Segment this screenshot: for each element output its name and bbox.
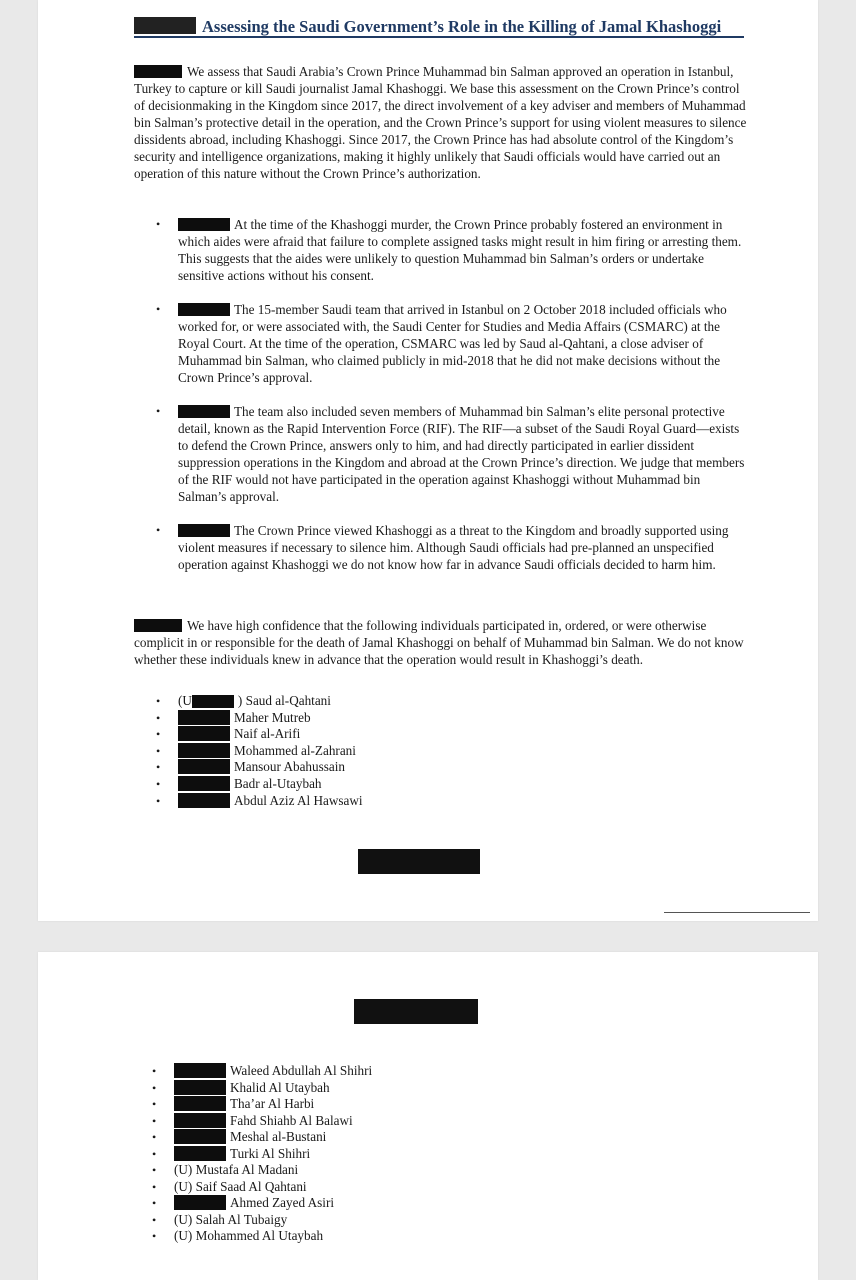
redaction-block [174,1080,226,1095]
redaction-block [174,1113,226,1128]
footer-rule [664,912,810,913]
bullet-marker: • [156,523,161,537]
list-item [156,693,598,710]
redaction-block [178,776,230,791]
bullet-item-2 [156,301,748,386]
redaction-block [178,303,230,316]
person-name: Turki Al Shihri [230,1145,311,1161]
person-name: Fahd Shiahb Al Balawi [230,1112,353,1128]
person-name: Ahmed Zayed Asiri [230,1195,335,1210]
redaction-block [178,524,230,537]
person-name: Tha’ar Al Harbi [230,1096,315,1111]
bullet-marker: • [152,1163,157,1177]
list-item [152,1211,594,1229]
bullet-marker: • [156,743,161,758]
redaction-block [178,726,230,741]
redaction-block [178,759,230,774]
bullet-marker: • [152,1080,157,1095]
list-item [152,1079,594,1097]
redaction-block [174,1096,226,1111]
bullet-marker: • [152,1196,157,1210]
list-item [152,1112,594,1130]
document-page-2 [38,952,818,1280]
redaction-block [178,793,230,808]
redaction-block [174,1063,226,1078]
document-page-1 [38,0,818,921]
redaction-block [134,17,196,34]
section-title-text: Assessing the Saudi Government’s Role in the Killing of Jamal Khashoggi [202,17,722,36]
redaction-block [174,1195,226,1210]
redaction-block [192,695,234,708]
bullet-marker: • [152,1146,157,1161]
redaction-block [174,1129,226,1144]
intro-paragraph [134,63,749,182]
person-name: Badr al-Utaybah [234,775,322,791]
redaction-block [178,710,230,725]
bullet-marker: • [156,404,161,418]
classification-footer-redaction [358,849,480,874]
list-item [152,1129,594,1146]
person-name: Maher Mutreb [234,709,311,725]
section-title [134,17,744,36]
person-name: Waleed Abdullah Al Shihri [230,1063,373,1078]
bullet-text: At the time of the Khashoggi murder, the Crown Prince probably fostered an environment in which aides were afraid that failure to complete assigned tasks might result in him firing or arresting them. This suggests that the aides were unlikely to question Muhammad bin Salman’s orders or undertake sensitive actions without his consent. [178,217,742,283]
redaction-block [134,619,182,632]
bullet-marker: • [152,1212,157,1227]
person-name: ) Saud al-Qahtani [237,693,331,708]
list-item [156,775,598,793]
list-item [152,1178,594,1196]
bullet-item-3 [156,403,748,505]
bullet-text: The 15-member Saudi team that arrived in Istanbul on 2 October 2018 included officials who worked for, or were associated with, the Saudi Center for Studies and Media Affairs (CSMARC) at the Royal Court. At the time of the operation, CSMARC was led by Saud al-Qahtani, a close adviser of Muhammad bin Salman, who claimed publicly in mid-2018 that he did not make decisions without the Crown Prince’s approval. [178,302,727,385]
bullet-marker: • [156,694,161,708]
person-name: (U) Saif Saad Al Qahtani [174,1178,307,1194]
bullet-item-4 [156,522,748,573]
person-name: Mohammed al-Zahrani [234,742,356,758]
confidence-text: We have high confidence that the following individuals participated in, ordered, or were otherwise complicit in or responsible for the death of Jamal Khashoggi on behalf of Muhammad bin Salman. We do not know whether these individuals knew in advance that the operation would result in Khashoggi’s death. [134,618,744,667]
bullet-marker: • [152,1229,157,1243]
participants-list-1 [156,693,598,809]
list-item [152,1096,594,1113]
list-item [152,1145,594,1163]
list-item [152,1162,594,1179]
list-item [156,792,598,810]
bullet-item-1 [156,216,748,284]
participants-list-2 [152,1063,594,1245]
person-name: (U) Salah Al Tubaigy [174,1211,288,1227]
redaction-block [178,743,230,758]
list-item [156,742,598,760]
bullet-text: The Crown Prince viewed Khashoggi as a threat to the Kingdom and broadly supported using violent measures if necessary to silence him. Although Saudi officials had pre-planned an unspecified operation against Khashoggi we do not know how far in advance Saudi officials decided to harm him. [178,523,729,572]
list-item [152,1195,594,1212]
list-item [156,726,598,743]
bullet-marker: • [156,302,161,316]
bullet-marker: • [156,727,161,742]
bullet-text: The team also included seven members of Muhammad bin Salman’s elite personal protective detail, known as the Rapid Intervention Force (RIF). The RIF—a subset of the Saudi Royal Guard—exists to defend the Crown Prince, answers only to him, and had directly participated in earlier dissident suppression operations in the Kingdom and abroad at the Crown Prince’s direction. We judge that members of the RIF would not have participated in the operation against Khashoggi without Muhammad bin Salman’s approval. [178,404,745,504]
bullet-marker: • [152,1064,157,1078]
bullet-marker: • [156,760,161,775]
list-item [152,1228,594,1245]
intro-text: We assess that Saudi Arabia’s Crown Prince Muhammad bin Salman approved an operation in Istanbul, Turkey to capture or kill Saudi journalist Jamal Khashoggi. We base this assessment on the Crown Prince’s control of decisionmaking in the Kingdom since 2017, the direct involvement of a key adviser and members of Muhammad bin Salman’s protective detail in the operation, and the Crown Prince’s support for using violent measures to silence dissidents abroad, including Khashoggi. Since 2017, the Crown Prince has had absolute control of the Kingdom’s security and intelligence organizations, making it highly unlikely that Saudi officials would have carried out an operation of this nature without the Crown Prince’s authorization. [134,64,747,181]
redaction-block [134,65,182,78]
bullet-marker: • [156,776,161,791]
bullet-marker: • [152,1113,157,1128]
redaction-block [178,218,230,231]
bullet-marker: • [156,793,161,808]
section-title-block [134,17,744,38]
classification-prefix: (U [178,693,192,708]
list-item [156,759,598,776]
classification-header-redaction [354,999,478,1024]
person-name: Naif al-Arifi [234,726,301,742]
person-name: Mansour Abahussain [234,759,345,775]
bullet-marker: • [152,1179,157,1194]
person-name: (U) Mohammed Al Utaybah [174,1228,324,1243]
bullet-marker: • [156,710,161,725]
person-name: (U) Mustafa Al Madani [174,1162,299,1177]
list-item [152,1063,594,1080]
person-name: Khalid Al Utaybah [230,1079,330,1095]
bullet-marker: • [156,217,161,231]
redaction-block [178,405,230,418]
person-name: Abdul Aziz Al Hawsawi [234,792,363,808]
bullet-marker: • [152,1097,157,1111]
confidence-paragraph [134,617,749,668]
list-item [156,709,598,727]
bullet-marker: • [152,1130,157,1144]
person-name: Meshal al-Bustani [230,1129,327,1144]
redaction-block [174,1146,226,1161]
